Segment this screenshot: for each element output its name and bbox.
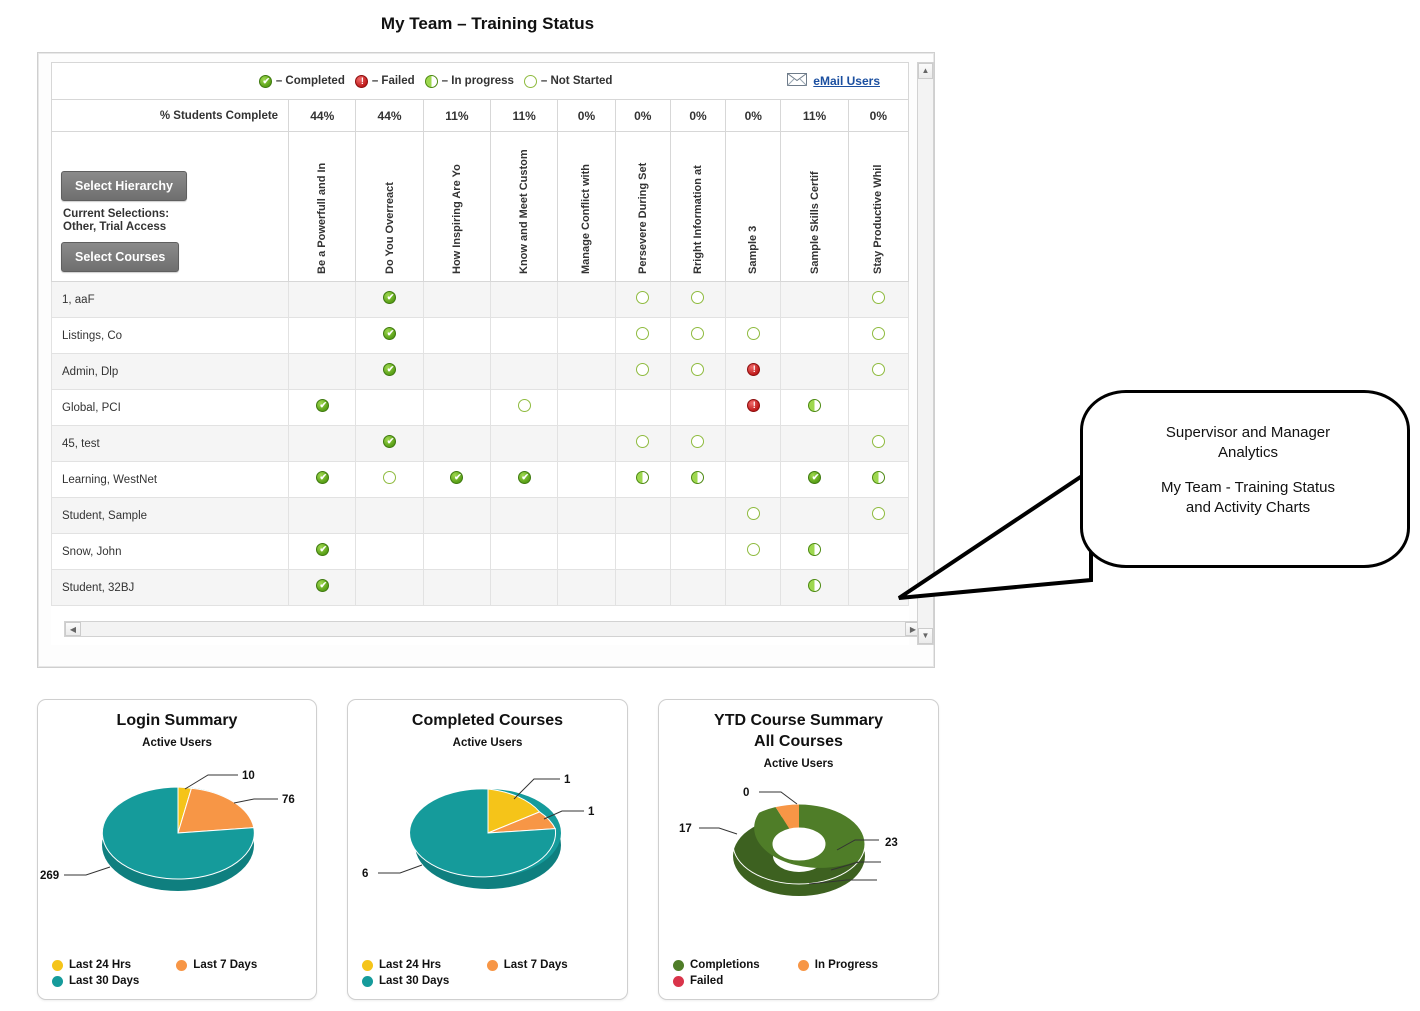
legend-entry[interactable]: [673, 975, 788, 987]
notstarted-icon: [872, 327, 885, 340]
callout-line-2: Analytics: [1217, 444, 1279, 462]
status-cell[interactable]: [615, 426, 670, 462]
inprogress-icon: [691, 471, 704, 484]
table-row[interactable]: [52, 426, 909, 462]
status-cell[interactable]: [726, 282, 781, 318]
status-cell[interactable]: [670, 570, 725, 606]
course-header-cell[interactable]: [289, 132, 356, 282]
status-cell[interactable]: [423, 282, 490, 318]
notstarted-icon: [872, 507, 885, 520]
status-cell[interactable]: [781, 462, 848, 498]
status-cell[interactable]: [356, 354, 423, 390]
hierarchy-controls-cell: [52, 132, 289, 282]
status-cell[interactable]: [726, 426, 781, 462]
chart-data-label: 0: [743, 786, 750, 799]
status-cell[interactable]: [491, 534, 558, 570]
notstarted-icon: [691, 291, 704, 304]
status-cell[interactable]: [423, 354, 490, 390]
ytd-course-summary-card: [658, 699, 939, 1000]
completed-icon: [316, 543, 329, 556]
status-cell[interactable]: [615, 354, 670, 390]
scroll-left-icon[interactable]: ◀: [65, 622, 81, 636]
status-cell[interactable]: [848, 354, 908, 390]
status-cell[interactable]: [423, 426, 490, 462]
legend-item-failed: [355, 75, 415, 88]
chart-data-label: 269: [40, 869, 60, 882]
status-cell[interactable]: [491, 318, 558, 354]
chart-legend: [673, 959, 928, 987]
completed-icon: [518, 471, 531, 484]
course-header-cell[interactable]: [615, 132, 670, 282]
status-cell[interactable]: [356, 426, 423, 462]
chart-data-label: 23: [885, 836, 898, 849]
status-cell[interactable]: [289, 534, 356, 570]
legend-item-inprogress: [425, 75, 514, 88]
student-name-cell: Student, Sample: [52, 498, 289, 534]
percent-cell: 11%: [423, 100, 490, 132]
chart-data-label: 10: [242, 769, 255, 782]
course-header-label: Persevere During Set: [636, 162, 649, 274]
status-cell[interactable]: [356, 498, 423, 534]
status-cell[interactable]: [670, 390, 725, 426]
percent-complete-label: % Students Complete: [52, 100, 289, 132]
course-header-label: Manage Conflict with: [580, 164, 593, 274]
notstarted-icon: [747, 327, 760, 340]
legend-label: Last 30 Days: [69, 975, 140, 987]
status-cell[interactable]: [558, 498, 615, 534]
select-courses-button[interactable]: Select Courses: [61, 242, 179, 272]
training-status-grid-viewport: [51, 62, 917, 645]
percent-cell: 11%: [491, 100, 558, 132]
inprogress-icon: [425, 75, 438, 88]
legend-label: Failed: [690, 975, 724, 987]
status-cell[interactable]: [289, 318, 356, 354]
chart-data-label: 1: [564, 773, 571, 786]
status-cell[interactable]: [726, 318, 781, 354]
notstarted-icon: [691, 363, 704, 376]
status-cell[interactable]: [423, 318, 490, 354]
status-cell[interactable]: [726, 390, 781, 426]
course-header-cell[interactable]: [356, 132, 423, 282]
callout-tail-icon: [895, 450, 1095, 610]
student-rows: [52, 282, 909, 606]
status-cell[interactable]: [289, 426, 356, 462]
status-cell[interactable]: [289, 462, 356, 498]
status-cell[interactable]: [781, 570, 848, 606]
percent-complete-row: [52, 100, 909, 132]
legend-label-inprogress: – In progress: [441, 75, 514, 87]
chart-title-line-1: YTD Course Summary: [714, 712, 883, 729]
status-cell[interactable]: [423, 570, 490, 606]
table-row[interactable]: [52, 534, 909, 570]
course-header-label: Stay Productive Whil: [872, 164, 885, 274]
legend-entry[interactable]: [798, 959, 913, 971]
status-cell[interactable]: [558, 570, 615, 606]
completed-icon: [383, 363, 396, 376]
callout-line-4: and Activity Charts: [1185, 498, 1311, 516]
failed-icon: [747, 399, 760, 412]
status-cell[interactable]: [423, 498, 490, 534]
notstarted-icon: [518, 399, 531, 412]
completed-icon: [383, 327, 396, 340]
legend-item-notstarted: [524, 75, 613, 88]
status-cell[interactable]: [558, 282, 615, 318]
chart-title: [659, 711, 938, 753]
status-cell[interactable]: [289, 570, 356, 606]
status-cell[interactable]: [491, 390, 558, 426]
table-row[interactable]: [52, 498, 909, 534]
student-name-cell: 1, aaF: [52, 282, 289, 318]
status-cell[interactable]: [423, 390, 490, 426]
completed-icon: [383, 291, 396, 304]
legend-bar: [51, 62, 909, 99]
callout-line-3: My Team - Training Status: [1161, 478, 1335, 496]
status-cell[interactable]: [615, 534, 670, 570]
status-cell[interactable]: [848, 390, 908, 426]
legend-label: Last 24 Hrs: [379, 959, 442, 971]
chart-data-label: 76: [282, 793, 295, 806]
page-title: My Team – Training Status: [380, 14, 595, 33]
status-cell[interactable]: [615, 498, 670, 534]
status-cell[interactable]: [356, 462, 423, 498]
failed-icon: [747, 363, 760, 376]
status-cell[interactable]: [558, 390, 615, 426]
status-cell[interactable]: [781, 282, 848, 318]
chart-data-label: 6: [362, 867, 369, 880]
scroll-right-icon[interactable]: ▶: [905, 622, 921, 636]
student-name-cell: Student, 32BJ: [52, 570, 289, 606]
legend-entry[interactable]: [52, 959, 166, 971]
completed-icon: [450, 471, 463, 484]
student-name-cell: Global, PCI: [52, 390, 289, 426]
student-name-cell: Snow, John: [52, 534, 289, 570]
percent-cell: 0%: [670, 100, 725, 132]
callout-body: [1080, 390, 1410, 568]
course-header-label: Sample Skills Certif: [808, 171, 821, 274]
status-cell[interactable]: [615, 282, 670, 318]
training-status-panel: [37, 52, 935, 668]
status-cell[interactable]: [781, 426, 848, 462]
table-row[interactable]: [52, 318, 909, 354]
inprogress-icon: [808, 543, 821, 556]
status-cell[interactable]: [558, 318, 615, 354]
chart-data-label: 17: [679, 822, 692, 835]
completed-icon: [808, 471, 821, 484]
legend-item-completed: [259, 75, 345, 88]
legend-swatch-icon: [52, 976, 63, 987]
status-cell[interactable]: [781, 390, 848, 426]
status-cell[interactable]: [558, 354, 615, 390]
status-cell[interactable]: [615, 318, 670, 354]
course-header-cell[interactable]: [670, 132, 725, 282]
notstarted-icon: [636, 291, 649, 304]
legend-label-failed: – Failed: [371, 75, 415, 87]
inprogress-icon: [872, 471, 885, 484]
status-cell[interactable]: [670, 426, 725, 462]
status-cell[interactable]: [491, 354, 558, 390]
status-cell[interactable]: [289, 282, 356, 318]
table-row[interactable]: [52, 390, 909, 426]
course-header-label: Know and Meet Custom: [518, 149, 531, 274]
notstarted-icon: [636, 363, 649, 376]
status-cell[interactable]: [848, 282, 908, 318]
percent-cell: 0%: [848, 100, 908, 132]
status-cell[interactable]: [670, 534, 725, 570]
status-cell[interactable]: [558, 534, 615, 570]
status-cell[interactable]: [356, 534, 423, 570]
course-header-label: How Inspiring Are Yo: [450, 164, 463, 274]
annotation-callout: [1080, 390, 1410, 582]
training-status-table: [51, 99, 909, 606]
status-cell[interactable]: [356, 282, 423, 318]
legend-swatch-icon: [176, 960, 187, 971]
status-cell[interactable]: [289, 390, 356, 426]
legend-entry[interactable]: [362, 959, 477, 971]
email-users-label: eMail Users: [813, 74, 880, 88]
course-header-row: [52, 132, 909, 282]
completed-icon: [383, 435, 396, 448]
status-cell[interactable]: [670, 462, 725, 498]
percent-cell: 44%: [356, 100, 423, 132]
legend-label: In Progress: [814, 959, 879, 971]
table-row[interactable]: [52, 354, 909, 390]
percent-cell: 0%: [558, 100, 615, 132]
chart-title: Login Summary: [116, 712, 238, 729]
chart-subtitle: Active Users: [452, 736, 523, 749]
status-cell[interactable]: [289, 354, 356, 390]
ytd-course-summary-donut: [659, 770, 938, 920]
course-header-label: Be a Powerfull and In: [316, 162, 329, 274]
notstarted-icon: [872, 363, 885, 376]
course-header-cell[interactable]: [491, 132, 558, 282]
chart-subtitle: Active Users: [142, 736, 212, 749]
completed-courses-card: [347, 699, 628, 1000]
status-cell[interactable]: [558, 426, 615, 462]
completed-icon: [316, 399, 329, 412]
notstarted-icon: [691, 327, 704, 340]
legend-swatch-icon: [362, 960, 373, 971]
legend-label: Last 30 Days: [379, 975, 450, 987]
chart-legend: [52, 959, 306, 987]
legend-label: Last 24 Hrs: [69, 959, 132, 971]
select-hierarchy-button[interactable]: Select Hierarchy: [61, 171, 187, 201]
scroll-down-icon[interactable]: ▼: [918, 628, 933, 644]
status-cell[interactable]: [670, 354, 725, 390]
notstarted-icon: [747, 507, 760, 520]
percent-cell: 0%: [615, 100, 670, 132]
envelope-icon: [787, 73, 807, 89]
status-cell[interactable]: [491, 570, 558, 606]
current-selections-label: Current Selections:: [63, 208, 170, 220]
login-summary-pie: [38, 749, 316, 919]
inprogress-icon: [808, 399, 821, 412]
notstarted-icon: [872, 291, 885, 304]
current-selections-value: Other, Trial Access: [63, 221, 167, 233]
status-cell[interactable]: [726, 498, 781, 534]
scroll-up-icon[interactable]: ▲: [918, 63, 933, 79]
status-cell[interactable]: [615, 390, 670, 426]
student-name-cell: Listings, Co: [52, 318, 289, 354]
course-header-cell[interactable]: [781, 132, 848, 282]
status-cell[interactable]: [726, 534, 781, 570]
legend-entry[interactable]: [673, 959, 788, 971]
notstarted-icon: [636, 435, 649, 448]
notstarted-icon: [383, 471, 396, 484]
course-header-label: Sample 3: [747, 225, 760, 274]
horizontal-scrollbar[interactable]: [64, 621, 922, 637]
status-cell[interactable]: [491, 498, 558, 534]
status-cell[interactable]: [726, 354, 781, 390]
student-name-cell: Learning, WestNet: [52, 462, 289, 498]
legend-entry[interactable]: [487, 959, 602, 971]
status-cell[interactable]: [781, 534, 848, 570]
status-cell[interactable]: [491, 462, 558, 498]
completed-icon: [316, 471, 329, 484]
status-cell[interactable]: [356, 570, 423, 606]
status-cell[interactable]: [558, 462, 615, 498]
status-cell[interactable]: [491, 426, 558, 462]
status-cell[interactable]: [848, 318, 908, 354]
status-cell[interactable]: [670, 318, 725, 354]
course-header-label: Rright Information at: [691, 165, 704, 274]
legend-label-completed: – Completed: [275, 75, 345, 87]
legend-swatch-icon: [487, 960, 498, 971]
legend-entry[interactable]: [362, 975, 477, 987]
legend-entry[interactable]: [176, 959, 290, 971]
percent-cell: 11%: [781, 100, 848, 132]
callout-spacer: [1107, 464, 1389, 478]
course-header-cell[interactable]: [848, 132, 908, 282]
status-cell[interactable]: [615, 570, 670, 606]
legend-swatch-icon: [52, 960, 63, 971]
table-row[interactable]: [52, 282, 909, 318]
notstarted-icon: [524, 75, 537, 88]
inprogress-icon: [636, 471, 649, 484]
percent-cell: 44%: [289, 100, 356, 132]
legend-swatch-icon: [673, 976, 684, 987]
chart-data-label: 1: [588, 805, 595, 818]
chart-title: Completed Courses: [411, 712, 564, 729]
status-cell[interactable]: [726, 570, 781, 606]
callout-text: [1107, 423, 1389, 518]
percent-cell: 0%: [726, 100, 781, 132]
legend-swatch-icon: [798, 960, 809, 971]
legend-label: Last 7 Days: [503, 959, 568, 971]
student-name-cell: Admin, Dlp: [52, 354, 289, 390]
legend-swatch-icon: [362, 976, 373, 987]
status-cell[interactable]: [670, 498, 725, 534]
status-cell[interactable]: [491, 282, 558, 318]
completed-icon: [316, 579, 329, 592]
notstarted-icon: [872, 435, 885, 448]
status-cell[interactable]: [356, 318, 423, 354]
student-name-cell: 45, test: [52, 426, 289, 462]
completed-icon: [259, 75, 272, 88]
status-cell[interactable]: [289, 498, 356, 534]
legend-label: Last 7 Days: [193, 959, 258, 971]
table-row[interactable]: [52, 462, 909, 498]
legend-swatch-icon: [673, 960, 684, 971]
course-header-cell[interactable]: [726, 132, 781, 282]
status-cell[interactable]: [356, 390, 423, 426]
inprogress-icon: [808, 579, 821, 592]
chart-subtitle: Active Users: [763, 757, 834, 770]
notstarted-icon: [691, 435, 704, 448]
course-header-cell[interactable]: [558, 132, 615, 282]
status-cell[interactable]: [670, 282, 725, 318]
status-cell[interactable]: [423, 534, 490, 570]
legend-label-notstarted: – Not Started: [540, 75, 613, 87]
notstarted-icon: [747, 543, 760, 556]
email-users-link[interactable]: [787, 73, 880, 89]
status-legend: [52, 75, 787, 88]
course-header-label: Do You Overreact: [383, 182, 396, 274]
status-cell[interactable]: [726, 462, 781, 498]
status-cell[interactable]: [615, 462, 670, 498]
status-cell[interactable]: [781, 318, 848, 354]
legend-label: Completions: [690, 959, 760, 971]
login-summary-card: [37, 699, 317, 1000]
failed-icon: [355, 75, 368, 88]
legend-entry[interactable]: [52, 975, 166, 987]
chart-legend: [362, 959, 617, 987]
notstarted-icon: [636, 327, 649, 340]
chart-title-line-2: All Courses: [754, 732, 843, 750]
completed-courses-pie: [348, 749, 627, 919]
course-header-cell[interactable]: [423, 132, 490, 282]
status-cell[interactable]: [423, 462, 490, 498]
table-row[interactable]: [52, 570, 909, 606]
callout-line-1: Supervisor and Manager: [1165, 424, 1331, 441]
status-cell[interactable]: [781, 498, 848, 534]
status-cell[interactable]: [781, 354, 848, 390]
